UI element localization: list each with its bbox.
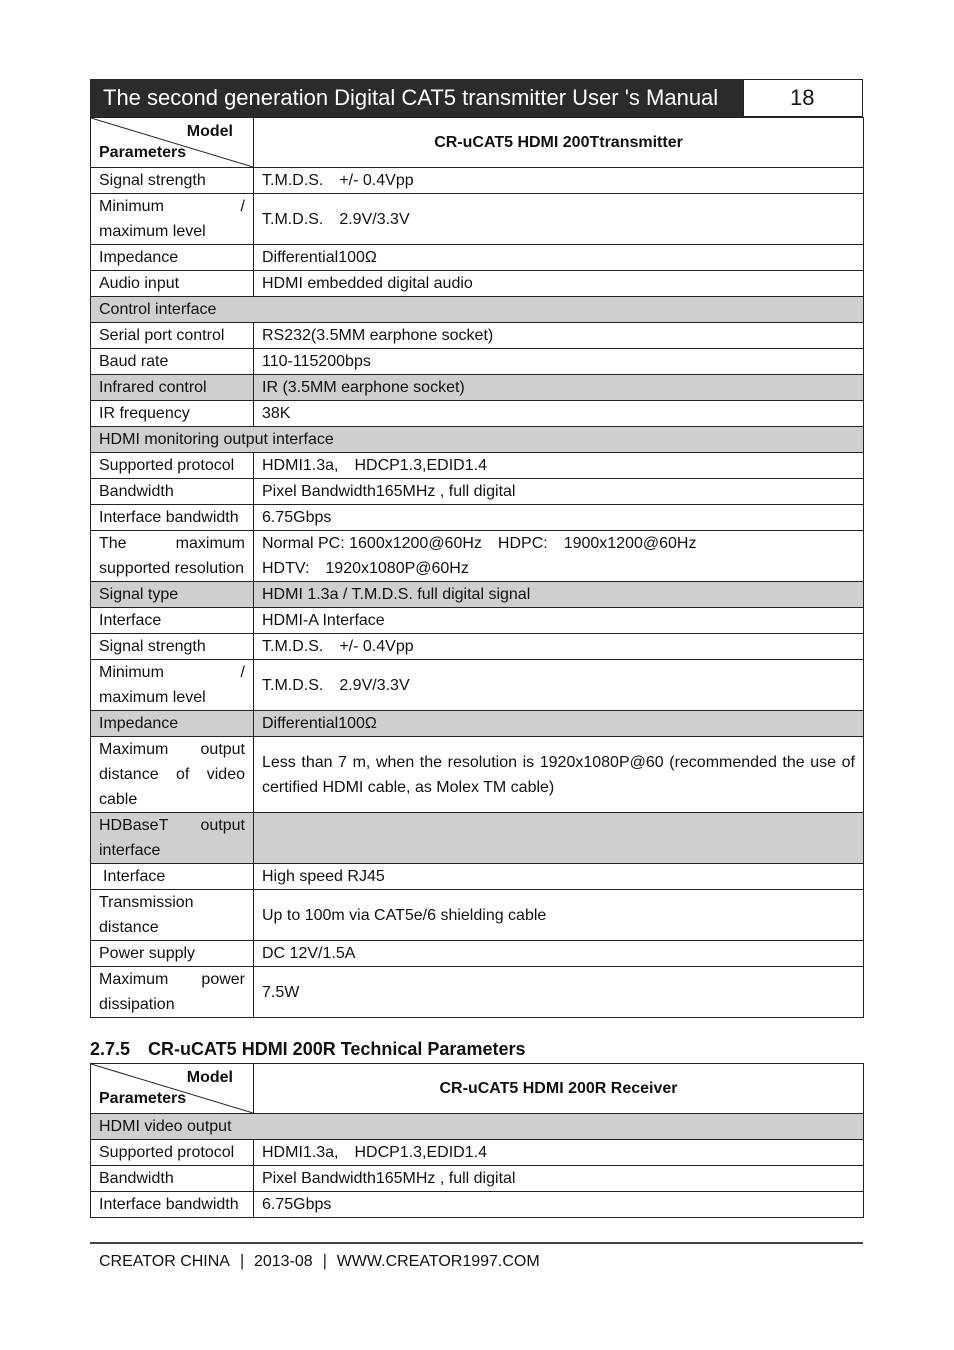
section-row bbox=[91, 1114, 864, 1140]
param-name: Serial port control bbox=[91, 323, 254, 349]
model-name: CR-uCAT5 HDMI 200R Receiver bbox=[254, 1064, 864, 1114]
model-label: Model bbox=[186, 123, 233, 140]
param-name: Audio input bbox=[91, 271, 254, 297]
table-row bbox=[91, 864, 864, 890]
param-name: IR frequency bbox=[91, 401, 254, 427]
param-name: Interface bandwidth bbox=[91, 1192, 254, 1218]
table-row bbox=[91, 271, 864, 297]
param-value bbox=[254, 813, 864, 864]
param-name: Impedance bbox=[91, 245, 254, 271]
param-name: Signal type bbox=[91, 582, 254, 608]
diagonal-header-cell bbox=[91, 1064, 254, 1114]
table-row bbox=[91, 401, 864, 427]
diagonal-header-cell bbox=[91, 118, 254, 168]
transmitter-parameters-table bbox=[90, 117, 864, 1018]
param-value: RS232(3.5MM earphone socket) bbox=[254, 323, 864, 349]
param-name: Power supply bbox=[91, 941, 254, 967]
table-row bbox=[91, 967, 864, 1018]
model-label: Model bbox=[186, 1069, 233, 1086]
param-name: Maximum output distance of video cable bbox=[91, 737, 254, 813]
param-value: T.M.D.S. 2.9V/3.3V bbox=[254, 660, 864, 711]
table-row bbox=[91, 245, 864, 271]
param-value: T.M.D.S. +/- 0.4Vpp bbox=[254, 168, 864, 194]
page-footer: CREATOR CHINA ∣ 2013-08 ∣ WWW.CREATOR1997.COM bbox=[99, 1253, 540, 1270]
table-row bbox=[91, 505, 864, 531]
parameters-label: Parameters bbox=[99, 144, 187, 161]
param-value: Pixel Bandwidth165MHz , full digital bbox=[254, 479, 864, 505]
param-name: Supported protocol bbox=[91, 1140, 254, 1166]
table-row bbox=[91, 608, 864, 634]
param-name: Supported protocol bbox=[91, 453, 254, 479]
manual-title: The second generation Digital CAT5 transmitter User 's Manual bbox=[90, 79, 743, 117]
param-value: Up to 100m via CAT5e/6 shielding cable bbox=[254, 890, 864, 941]
param-name: Baud rate bbox=[91, 349, 254, 375]
param-name: Transmission distance bbox=[91, 890, 254, 941]
param-name: Maximum power dissipation bbox=[91, 967, 254, 1018]
param-value: Pixel Bandwidth165MHz , full digital bbox=[254, 1166, 864, 1192]
param-name: Signal strength bbox=[91, 634, 254, 660]
param-value: 110-115200bps bbox=[254, 349, 864, 375]
param-value: Differential100Ω bbox=[254, 245, 864, 271]
param-value: HDMI1.3a, HDCP1.3,EDID1.4 bbox=[254, 453, 864, 479]
param-value: HDMI1.3a, HDCP1.3,EDID1.4 bbox=[254, 1140, 864, 1166]
table-row bbox=[91, 660, 864, 711]
table-row bbox=[91, 349, 864, 375]
parameters-label: Parameters bbox=[99, 1090, 187, 1107]
param-name: The maximum supported resolution bbox=[91, 531, 254, 582]
param-value: IR (3.5MM earphone socket) bbox=[254, 375, 864, 401]
page-header bbox=[90, 79, 863, 117]
table-row bbox=[91, 168, 864, 194]
param-name: Interface bbox=[91, 608, 254, 634]
param-value bbox=[254, 531, 864, 582]
section-row bbox=[91, 427, 864, 453]
param-value: 6.75Gbps bbox=[254, 1192, 864, 1218]
table-row bbox=[91, 711, 864, 737]
table-row bbox=[91, 1166, 864, 1192]
table-row bbox=[91, 737, 864, 813]
resolution-line-1: Normal PC: 1600x1200@60Hz HDPC: 1900x1200@60Hz bbox=[262, 535, 697, 552]
section-heading: Control interface bbox=[91, 297, 864, 323]
param-name: Signal strength bbox=[91, 168, 254, 194]
param-value: HDMI-A Interface bbox=[254, 608, 864, 634]
param-value: T.M.D.S. 2.9V/3.3V bbox=[254, 194, 864, 245]
table-row bbox=[91, 941, 864, 967]
param-value: High speed RJ45 bbox=[254, 864, 864, 890]
param-value: HDMI embedded digital audio bbox=[254, 271, 864, 297]
model-name: CR-uCAT5 HDMI 200Ttransmitter bbox=[254, 118, 864, 168]
param-name: Bandwidth bbox=[91, 1166, 254, 1192]
receiver-parameters-table bbox=[90, 1063, 864, 1218]
param-name: Minimum / maximum level bbox=[91, 194, 254, 245]
param-name: Impedance bbox=[91, 711, 254, 737]
table-row bbox=[91, 582, 864, 608]
param-name: Infrared control bbox=[91, 375, 254, 401]
table-row bbox=[91, 531, 864, 582]
section-row bbox=[91, 297, 864, 323]
table-row bbox=[91, 1140, 864, 1166]
table-row bbox=[91, 375, 864, 401]
param-name: Minimum / maximum level bbox=[91, 660, 254, 711]
page-number: 18 bbox=[743, 79, 863, 117]
param-value: Differential100Ω bbox=[254, 711, 864, 737]
param-value: DC 12V/1.5A bbox=[254, 941, 864, 967]
param-value: T.M.D.S. +/- 0.4Vpp bbox=[254, 634, 864, 660]
param-name: Bandwidth bbox=[91, 479, 254, 505]
table-row bbox=[91, 194, 864, 245]
table-row bbox=[91, 813, 864, 864]
param-name: HDBaseT output interface bbox=[91, 813, 254, 864]
table-row bbox=[91, 890, 864, 941]
param-value: 6.75Gbps bbox=[254, 505, 864, 531]
table-row bbox=[91, 453, 864, 479]
resolution-line-2: HDTV: 1920x1080P@60Hz bbox=[262, 560, 469, 577]
table-row bbox=[91, 1192, 864, 1218]
param-value: 7.5W bbox=[254, 967, 864, 1018]
param-name: Interface bbox=[91, 864, 254, 890]
param-value: Less than 7 m, when the resolution is 1920x1080P@60 (recommended the use of certified HDMI cable, as Molex TM cable) bbox=[254, 737, 864, 813]
section-heading: HDMI monitoring output interface bbox=[91, 427, 864, 453]
footer-divider bbox=[90, 1242, 863, 1244]
param-value: HDMI 1.3a / T.M.D.S. full digital signal bbox=[254, 582, 864, 608]
param-name: Interface bandwidth bbox=[91, 505, 254, 531]
param-value: 38K bbox=[254, 401, 864, 427]
section-heading-receiver: 2.7.5 CR-uCAT5 HDMI 200R Technical Parameters bbox=[90, 1039, 526, 1059]
table-row bbox=[91, 323, 864, 349]
section-heading: HDMI video output bbox=[91, 1114, 864, 1140]
table-row bbox=[91, 479, 864, 505]
table-row bbox=[91, 634, 864, 660]
